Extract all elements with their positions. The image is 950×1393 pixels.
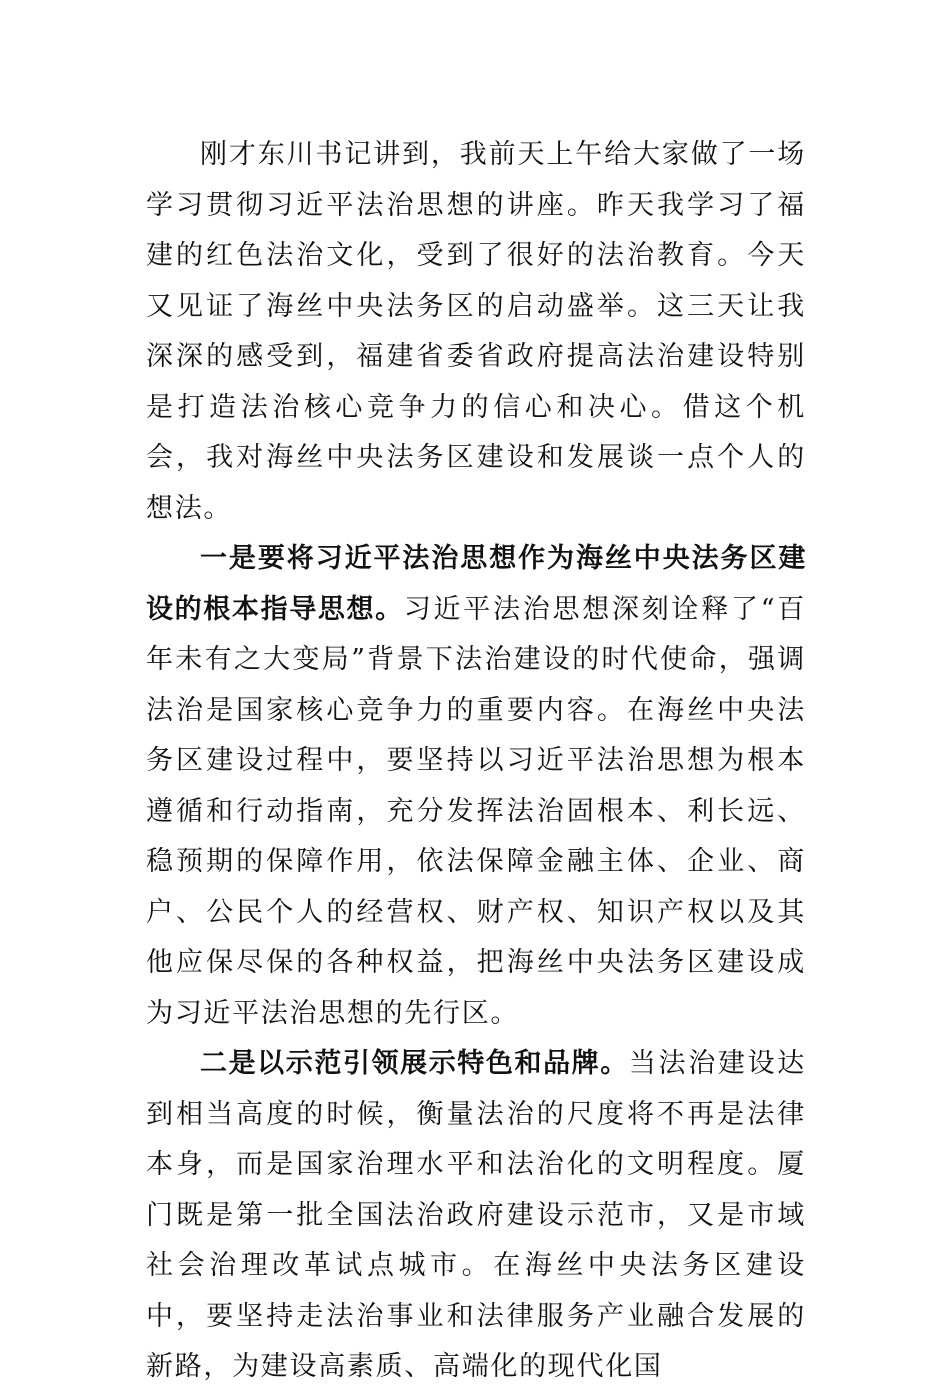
paragraph-2-lead: 一是要将习近平法治思想作为海丝中央法务区建设的根本指导思想。 — [146, 543, 806, 625]
paragraph-3-lead: 二是以示范引领展示特色和品牌。 — [200, 1048, 629, 1079]
paragraph-2-text: 习近平法治思想深刻诠释了“百年未有之大变局”背景下法治建设的时代使命，强调法治是国家核心竞争力的重要内容。在海丝中央法务区建设过程中，要坚持以习近平法治思想为根本遵循和行动指南，充分发挥法治固根本、利长远、稳预期的保障作用，依法保障金融主体、企业、商户、公民个人的经营权、财产权、知识产权以及其他应保尽保的各种权益，把海丝中央法务区建设成为习近平法治思想的先行区。 — [146, 593, 806, 1029]
paragraph-2 — [146, 534, 806, 1039]
paragraph-1-text: 刚才东川书记讲到，我前天上午给大家做了一场学习贯彻习近平法治思想的讲座。昨天我学习了福建的红色法治文化，受到了很好的法治教育。今天又见证了海丝中央法务区的启动盛举。这三天让我深深的感受到，福建省委省政府提高法治建设特别是打造法治核心竞争力的信心和决心。借这个机会，我对海丝中央法务区建设和发展谈一点个人的想法。 — [146, 139, 806, 524]
document-body — [146, 130, 806, 1393]
paragraph-1 — [146, 130, 806, 534]
paragraph-3 — [146, 1039, 806, 1393]
paragraph-3-text: 当法治建设达到相当高度的时候，衡量法治的尺度将不再是法律本身，而是国家治理水平和法治化的文明程度。厦门既是第一批全国法治政府建设示范市，又是市域社会治理改革试点城市。在海丝中央法务区建设中，要坚持走法治事业和法律服务产业融合发展的新路，为建设高素质、高端化的现代化国 — [146, 1048, 807, 1382]
